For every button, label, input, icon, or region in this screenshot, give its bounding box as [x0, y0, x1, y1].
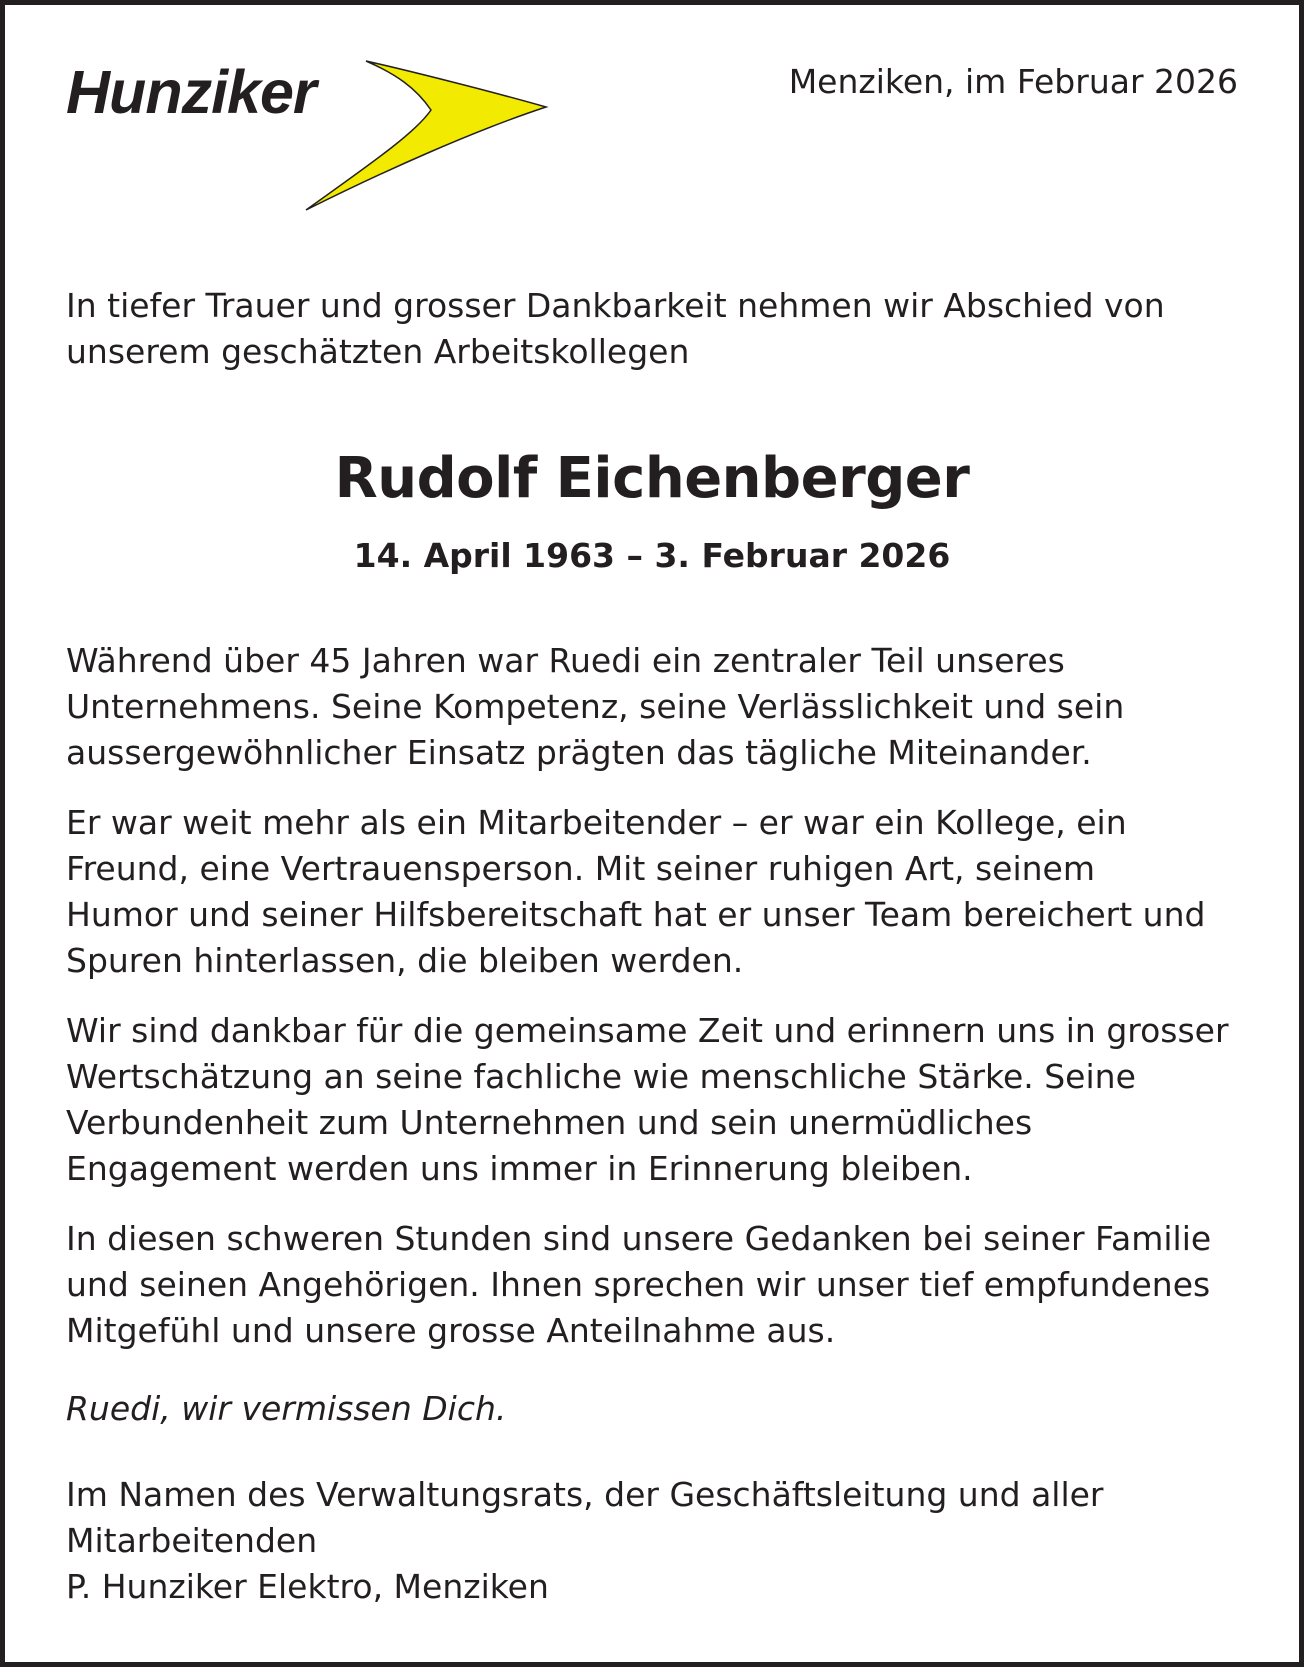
- paragraph-line: Freund, eine Vertrauensperson. Mit seiner ruhigen Art, seinem: [66, 849, 1096, 888]
- paragraph-line: Während über 45 Jahren war Ruedi ein zentraler Teil unseres: [66, 641, 1065, 680]
- paragraph-line: Wir sind dankbar für die gemeinsame Zeit und erinnern uns in grosser: [66, 1011, 1229, 1050]
- paragraph-line: Wertschätzung an seine fachliche wie menschliche Stärke. Seine: [66, 1057, 1136, 1096]
- paragraph-line: und seinen Angehörigen. Ihnen sprechen wir unser tief empfundenes: [66, 1265, 1211, 1304]
- paragraph-line: Engagement werden uns immer in Erinnerung bleiben.: [66, 1149, 973, 1188]
- signature-line: Mitarbeitenden: [66, 1521, 318, 1560]
- paragraph-line: Spuren hinterlassen, die bleiben werden.: [66, 941, 744, 980]
- logo-wordmark: Hunziker: [66, 58, 316, 126]
- closing-line: Ruedi, wir vermissen Dich.: [66, 1389, 507, 1428]
- intro-line: In tiefer Trauer und grosser Dankbarkeit nehmen wir Abschied von: [66, 286, 1165, 325]
- place-date: Menziken, im Februar 2026: [788, 62, 1238, 101]
- paragraph-line: Verbundenheit zum Unternehmen und sein unermüdliches: [66, 1103, 1033, 1142]
- paragraph-line: Er war weit mehr als ein Mitarbeitender – er war ein Kollege, ein: [66, 803, 1127, 842]
- paragraph-2: [66, 800, 1256, 984]
- paragraph-line: Unternehmens. Seine Kompetenz, seine Verlässlichkeit und sein: [66, 687, 1125, 726]
- signature-block: [66, 1472, 1256, 1610]
- paragraph-line: Mitgefühl und unsere grosse Anteilnahme aus.: [66, 1311, 836, 1350]
- intro-line: unserem geschätzten Arbeitskollegen: [66, 332, 690, 371]
- signature-line: P. Hunziker Elektro, Menziken: [66, 1567, 549, 1606]
- life-dates: 14. April 1963 – 3. Februar 2026: [353, 536, 951, 575]
- paragraph-line: Humor und seiner Hilfsbereitschaft hat er unser Team bereichert und: [66, 895, 1206, 934]
- signature-line: Im Namen des Verwaltungsrats, der Geschäftsleitung und aller: [66, 1475, 1104, 1514]
- paragraph-line: In diesen schweren Stunden sind unsere Gedanken bei seiner Familie: [66, 1219, 1212, 1258]
- paragraph-3: [66, 1008, 1256, 1192]
- deceased-name: Rudolf Eichenberger: [334, 446, 970, 511]
- company-logo: [66, 60, 586, 230]
- paragraph-1: [66, 638, 1256, 776]
- paragraph-line: aussergewöhnlicher Einsatz prägten das tägliche Miteinander.: [66, 733, 1092, 772]
- intro-text: [66, 283, 1256, 375]
- paragraph-4: [66, 1216, 1256, 1354]
